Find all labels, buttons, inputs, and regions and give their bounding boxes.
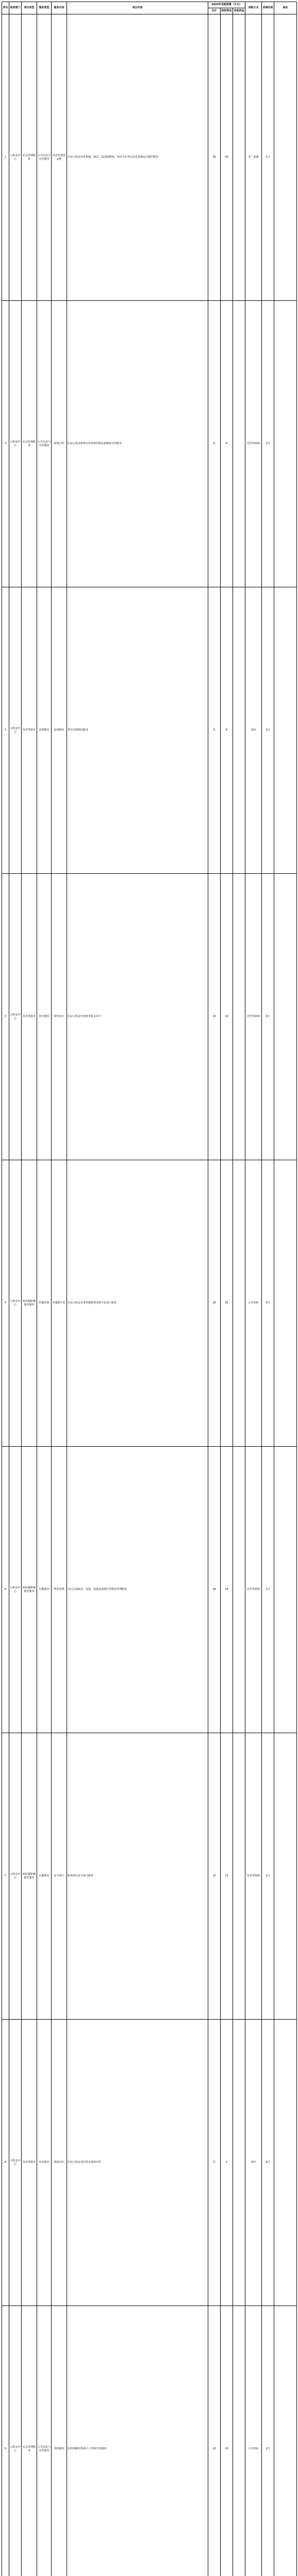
cell-service-type: 法律服务 bbox=[37, 587, 52, 874]
cell-project-content: 住房公积金项目资金绩效评价 bbox=[67, 2020, 208, 2306]
cell-method: 询价 bbox=[245, 2020, 262, 2306]
cell-seq: 4 bbox=[2, 874, 9, 1160]
cell-method: 询价 bbox=[245, 587, 262, 874]
cell-seq: 5 bbox=[2, 1160, 9, 1447]
table-row bbox=[2, 587, 297, 874]
cell-fiscal: 8 bbox=[221, 301, 233, 587]
cell-remark bbox=[274, 1733, 297, 2020]
cell-category: 技术性服务 bbox=[22, 2020, 37, 2306]
cell-total: 25 bbox=[208, 1160, 221, 1447]
cell-fiscal: 25 bbox=[221, 1160, 233, 1447]
header-total: 合计 bbox=[208, 8, 221, 14]
header-date: 采购时间 bbox=[262, 2, 274, 14]
cell-service-type: 公共信息与宣传服务 bbox=[37, 14, 52, 301]
cell-service-content: 物业管理 bbox=[52, 1447, 67, 1733]
cell-project-content: 住房公积金业务系统、网站、12329热线、短信平台等信息化系统运行维护服务 bbox=[67, 14, 208, 301]
header-row bbox=[2, 2, 297, 8]
cell-total: 6 bbox=[208, 587, 221, 874]
cell-project-content: 办公区域保洁、安保、设施设备维护等物业管理服务 bbox=[67, 1447, 208, 1733]
cell-method: 公开招标 bbox=[245, 1160, 262, 1447]
header-fiscal: 财政资金 bbox=[221, 8, 233, 14]
cell-fiscal: 6 bbox=[221, 587, 233, 874]
cell-service-type: 公共信息与宣传服务 bbox=[37, 2306, 52, 2576]
cell-service-type: 档案管理 bbox=[37, 1160, 52, 1447]
cell-seq: 3 bbox=[2, 587, 9, 874]
cell-seq: 8 bbox=[2, 2020, 9, 2306]
cell-seq: 7 bbox=[2, 1733, 9, 2020]
cell-dept: 公积金中心 bbox=[9, 1160, 22, 1447]
header-project-content: 项目内容 bbox=[67, 2, 208, 14]
table-row bbox=[2, 2306, 297, 2576]
cell-remark bbox=[274, 587, 297, 874]
cell-fiscal: 30 bbox=[221, 14, 233, 301]
table-row bbox=[2, 1160, 297, 1447]
cell-remark bbox=[274, 2306, 297, 2576]
cell-service-content: 热线服务 bbox=[52, 2306, 67, 2576]
table-row bbox=[2, 301, 297, 587]
cell-service-content: 安全保卫 bbox=[52, 1733, 67, 2020]
table-row bbox=[2, 874, 297, 1160]
cell-remark bbox=[274, 1447, 297, 1733]
cell-service-type: 审计服务 bbox=[37, 874, 52, 1160]
cell-seq: 1 bbox=[2, 14, 9, 301]
cell-service-type: 评估服务 bbox=[37, 2020, 52, 2306]
cell-method: 公开招标 bbox=[245, 2306, 262, 2576]
cell-other bbox=[233, 2306, 245, 2576]
cell-service-type: 公共信息与宣传服务 bbox=[37, 301, 52, 587]
procurement-table bbox=[2, 2, 297, 2576]
cell-dept: 公积金中心 bbox=[9, 2306, 22, 2576]
cell-remark bbox=[274, 2020, 297, 2306]
cell-category: 政府履职辅助性服务 bbox=[22, 1733, 37, 2020]
cell-fiscal: 10 bbox=[221, 874, 233, 1160]
cell-service-type: 后勤服务 bbox=[37, 1447, 52, 1733]
cell-total: 20 bbox=[208, 2306, 221, 2576]
header-category: 项目类型 bbox=[22, 2, 37, 14]
cell-category: 技术性服务 bbox=[22, 874, 37, 1160]
cell-total: 10 bbox=[208, 874, 221, 1160]
cell-dept: 公积金中心 bbox=[9, 587, 22, 874]
cell-dept: 公积金中心 bbox=[9, 1733, 22, 2020]
cell-date: 4月 bbox=[262, 874, 274, 1160]
cell-fiscal: 12 bbox=[221, 1733, 233, 2020]
cell-project-content: 住房公积金政策宣传资料印制及新媒体宣传服务 bbox=[67, 301, 208, 587]
cell-fiscal: 20 bbox=[221, 2306, 233, 2576]
cell-service-content: 法律顾问 bbox=[52, 587, 67, 874]
table-body bbox=[2, 14, 297, 2576]
cell-dept: 公积金中心 bbox=[9, 2020, 22, 2306]
cell-dept: 公积金中心 bbox=[9, 1447, 22, 1733]
header-remark: 备注 bbox=[274, 2, 297, 14]
cell-remark bbox=[274, 301, 297, 587]
cell-seq: 9 bbox=[2, 2306, 9, 2576]
table-row bbox=[2, 1447, 297, 1733]
header-other: 其他资金 bbox=[233, 8, 245, 14]
cell-method: 竞争性磋商 bbox=[245, 874, 262, 1160]
cell-date: 3月 bbox=[262, 301, 274, 587]
cell-category: 技术性服务 bbox=[22, 587, 37, 874]
cell-project-content: 住房公积金业务档案整理及数字化加工服务 bbox=[67, 1160, 208, 1447]
cell-date: 1月 bbox=[262, 14, 274, 301]
cell-project-content: 12329服务热线人工坐席外包服务 bbox=[67, 2306, 208, 2576]
cell-category: 社会管理服务 bbox=[22, 14, 37, 301]
cell-dept: 公积金中心 bbox=[9, 301, 22, 587]
cell-date: 2月 bbox=[262, 2306, 274, 2576]
cell-project-content: 住房公积金年度财务收支审计 bbox=[67, 874, 208, 1160]
cell-service-type: 后勤服务 bbox=[37, 1733, 52, 2020]
table-row bbox=[2, 2020, 297, 2306]
cell-remark bbox=[274, 1160, 297, 1447]
cell-service-content: 绩效评价 bbox=[52, 2020, 67, 2306]
cell-category: 社会管理服务 bbox=[22, 2306, 37, 2576]
header-dept: 政府部门 bbox=[9, 2, 22, 14]
header-budget-group: 2024年采购预算（万元） bbox=[208, 2, 245, 8]
cell-fiscal: 18 bbox=[221, 1447, 233, 1733]
cell-remark bbox=[274, 14, 297, 301]
cell-other bbox=[233, 301, 245, 587]
cell-other bbox=[233, 587, 245, 874]
cell-seq: 6 bbox=[2, 1447, 9, 1733]
cell-category: 社会管理服务 bbox=[22, 301, 37, 587]
cell-other bbox=[233, 874, 245, 1160]
cell-method: 竞争性磋商 bbox=[245, 301, 262, 587]
cell-method: 单一来源 bbox=[245, 14, 262, 301]
cell-method: 竞争性磋商 bbox=[245, 1447, 262, 1733]
cell-dept: 公积金中心 bbox=[9, 14, 22, 301]
cell-total: 5 bbox=[208, 2020, 221, 2306]
cell-category: 政府履职辅助性服务 bbox=[22, 1447, 37, 1733]
cell-fiscal: 5 bbox=[221, 2020, 233, 2306]
cell-other bbox=[233, 1733, 245, 2020]
table-row bbox=[2, 1733, 297, 2020]
cell-total: 12 bbox=[208, 1733, 221, 2020]
cell-date: 1月 bbox=[262, 1733, 274, 2020]
header-service-type: 服务类型 bbox=[37, 2, 52, 14]
table-row bbox=[2, 14, 297, 301]
cell-other bbox=[233, 1447, 245, 1733]
cell-dept: 公积金中心 bbox=[9, 874, 22, 1160]
cell-date: 5月 bbox=[262, 1160, 274, 1447]
cell-total: 8 bbox=[208, 301, 221, 587]
cell-service-content: 档案数字化 bbox=[52, 1160, 67, 1447]
header-service-content: 服务内容 bbox=[52, 2, 67, 14]
cell-project-content: 服务网点安全保卫服务 bbox=[67, 1733, 208, 2020]
cell-date: 2月 bbox=[262, 587, 274, 874]
cell-date: 1月 bbox=[262, 1447, 274, 1733]
cell-category: 政府履职辅助性服务 bbox=[22, 1160, 37, 1447]
cell-date: 6月 bbox=[262, 2020, 274, 2306]
cell-service-content: 信息化建设运维 bbox=[52, 14, 67, 301]
cell-seq: 2 bbox=[2, 301, 9, 587]
cell-other bbox=[233, 1160, 245, 1447]
cell-other bbox=[233, 14, 245, 301]
header-method: 采购方式 bbox=[245, 2, 262, 14]
cell-total: 30 bbox=[208, 14, 221, 301]
cell-total: 18 bbox=[208, 1447, 221, 1733]
cell-service-content: 政策宣传 bbox=[52, 301, 67, 587]
cell-remark bbox=[274, 874, 297, 1160]
cell-project-content: 常年法律顾问服务 bbox=[67, 587, 208, 874]
cell-method: 竞争性磋商 bbox=[245, 1733, 262, 2020]
cell-other bbox=[233, 2020, 245, 2306]
header-seq: 序号 bbox=[2, 2, 9, 14]
cell-service-content: 财务审计 bbox=[52, 874, 67, 1160]
